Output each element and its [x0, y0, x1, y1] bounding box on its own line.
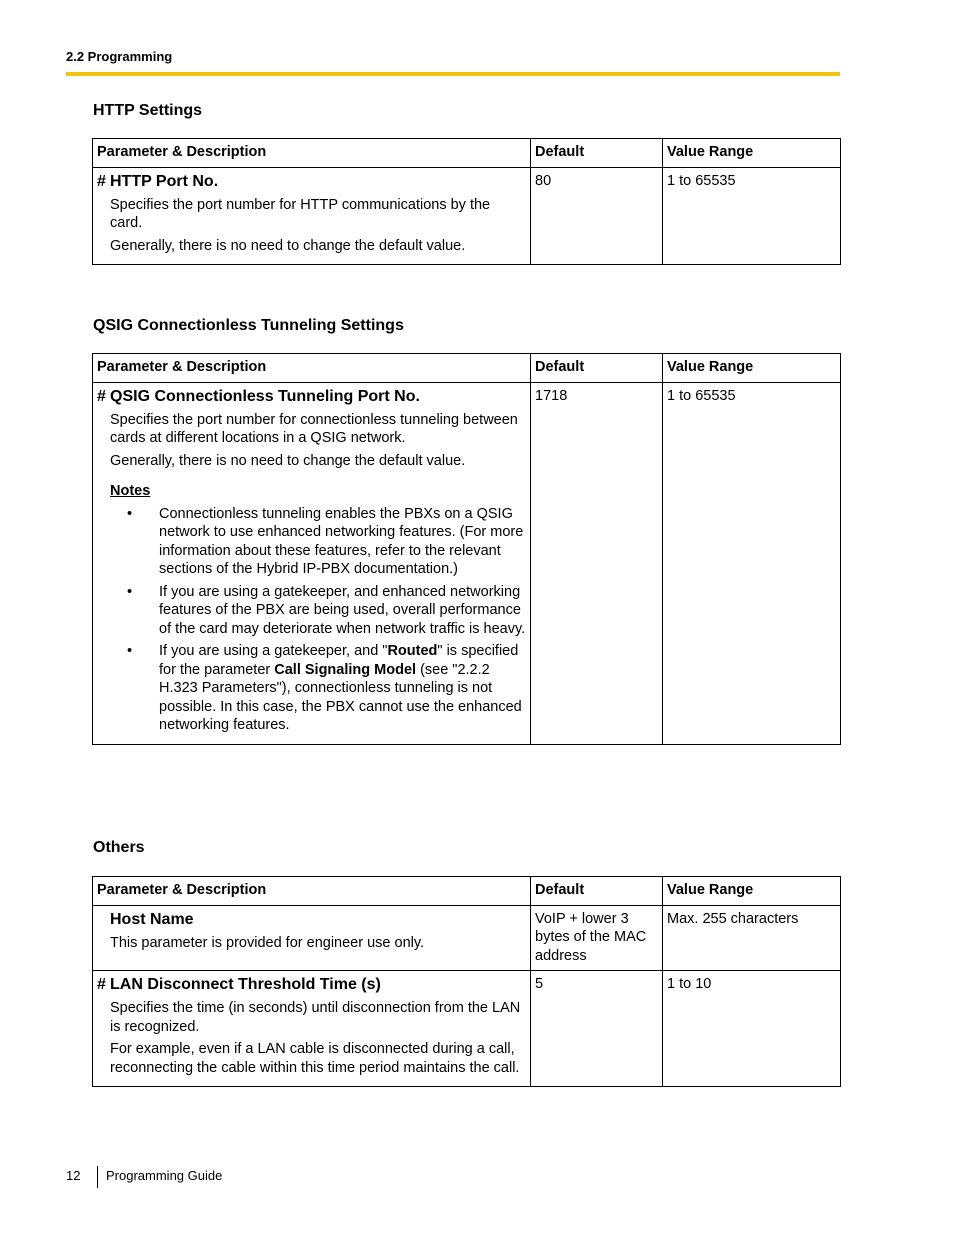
range-cell: 1 to 65535 — [663, 382, 841, 744]
col-header-range: Value Range — [663, 354, 841, 383]
parameter-description — [97, 411, 526, 501]
parameter-name-text: QSIG Connectionless Tunneling Port No. — [110, 387, 420, 405]
section-title-others: Others — [93, 839, 145, 856]
note-text: (see "2.2.2 H.323 Parameters"), connectionless tunneling is not possible. In this case, the PBX cannot use the enhanced networking features. — [159, 661, 522, 733]
col-header-parameter: Parameter & Description — [93, 877, 531, 906]
footer-title: Programming Guide — [106, 1168, 223, 1183]
notes-list — [97, 505, 526, 735]
col-header-default: Default — [531, 354, 663, 383]
description-paragraph: Generally, there is no need to change the default value. — [110, 237, 466, 254]
page-number: 12 — [66, 1168, 81, 1183]
hash-marker: # — [97, 976, 106, 993]
running-header: 2.2 Programming — [66, 49, 173, 64]
parameter-description — [97, 196, 526, 256]
parameter-name-text: HTTP Port No. — [110, 172, 219, 190]
parameter-name — [97, 172, 526, 192]
parameter-cell — [93, 905, 531, 971]
parameter-description — [97, 934, 526, 953]
col-header-range: Value Range — [663, 139, 841, 168]
parameter-name-text: LAN Disconnect Threshold Time (s) — [110, 976, 381, 993]
section-title-qsig: QSIG Connectionless Tunneling Settings — [93, 317, 404, 334]
http-settings-table — [92, 138, 841, 265]
hash-marker: # — [97, 387, 106, 405]
parameter-description — [97, 999, 526, 1077]
parameter-cell — [93, 971, 531, 1087]
hash-marker: # — [97, 172, 106, 190]
note-bold-call-signaling-model: Call Signaling Model — [274, 661, 417, 678]
qsig-settings-table — [92, 353, 841, 745]
col-header-default: Default — [531, 877, 663, 906]
default-cell: 1718 — [531, 382, 663, 744]
description-paragraph: For example, even if a LAN cable is disconnected during a call, reconnecting the cable within this time period maintains the call. — [110, 1041, 520, 1076]
parameter-name — [97, 910, 526, 930]
range-cell: Max. 255 characters — [663, 905, 841, 971]
table-row — [93, 167, 841, 265]
col-header-parameter: Parameter & Description — [93, 354, 531, 383]
description-paragraph: This parameter is provided for engineer use only. — [110, 934, 425, 951]
parameter-name — [97, 975, 526, 995]
col-header-parameter: Parameter & Description — [93, 139, 531, 168]
default-cell: VoIP + lower 3 bytes of the MAC address — [531, 905, 663, 971]
note-text: If you are using a gatekeeper, and " — [159, 643, 388, 659]
range-cell: 1 to 65535 — [663, 167, 841, 265]
others-settings-table — [92, 876, 841, 1087]
note-item: • Connectionless tunneling enables the PBXs on a QSIG network to use enhanced networking features. (For more information about these features, refer to the relevant sections of the Hybrid IP-PBX documentation.) — [159, 505, 526, 579]
default-cell: 80 — [531, 167, 663, 265]
notes-heading: Notes — [110, 483, 151, 499]
col-header-range: Value Range — [663, 877, 841, 906]
table-header-row — [93, 877, 841, 906]
col-header-default: Default — [531, 139, 663, 168]
note-text: " is specified for the parameter — [159, 643, 519, 678]
table-row — [93, 382, 841, 744]
parameter-name-text: Host Name — [110, 910, 194, 928]
parameter-name — [97, 387, 526, 407]
table-header-row — [93, 354, 841, 383]
table-row — [93, 905, 841, 971]
header-rule — [66, 72, 840, 76]
description-paragraph: Specifies the port number for HTTP communications by the card. — [110, 196, 491, 231]
table-header-row — [93, 139, 841, 168]
note-bold-routed: Routed — [387, 643, 438, 659]
table-row — [93, 971, 841, 1087]
section-title-http: HTTP Settings — [93, 102, 203, 119]
description-paragraph: Specifies the port number for connectionless tunneling between cards at different locations in a QSIG network. — [110, 411, 518, 446]
description-paragraph: Specifies the time (in seconds) until disconnection from the LAN is recognized. — [110, 1000, 521, 1035]
note-item: • If you are using a gatekeeper, and enhanced networking features of the PBX are being used, overall performance of the card may deteriorate when network traffic is heavy. — [159, 583, 526, 639]
description-paragraph: Generally, there is no need to change the default value. — [110, 452, 466, 469]
default-cell: 5 — [531, 971, 663, 1087]
note-item — [159, 642, 526, 735]
parameter-cell — [93, 167, 531, 265]
parameter-cell — [93, 382, 531, 744]
range-cell: 1 to 10 — [663, 971, 841, 1087]
footer-divider — [97, 1166, 98, 1188]
